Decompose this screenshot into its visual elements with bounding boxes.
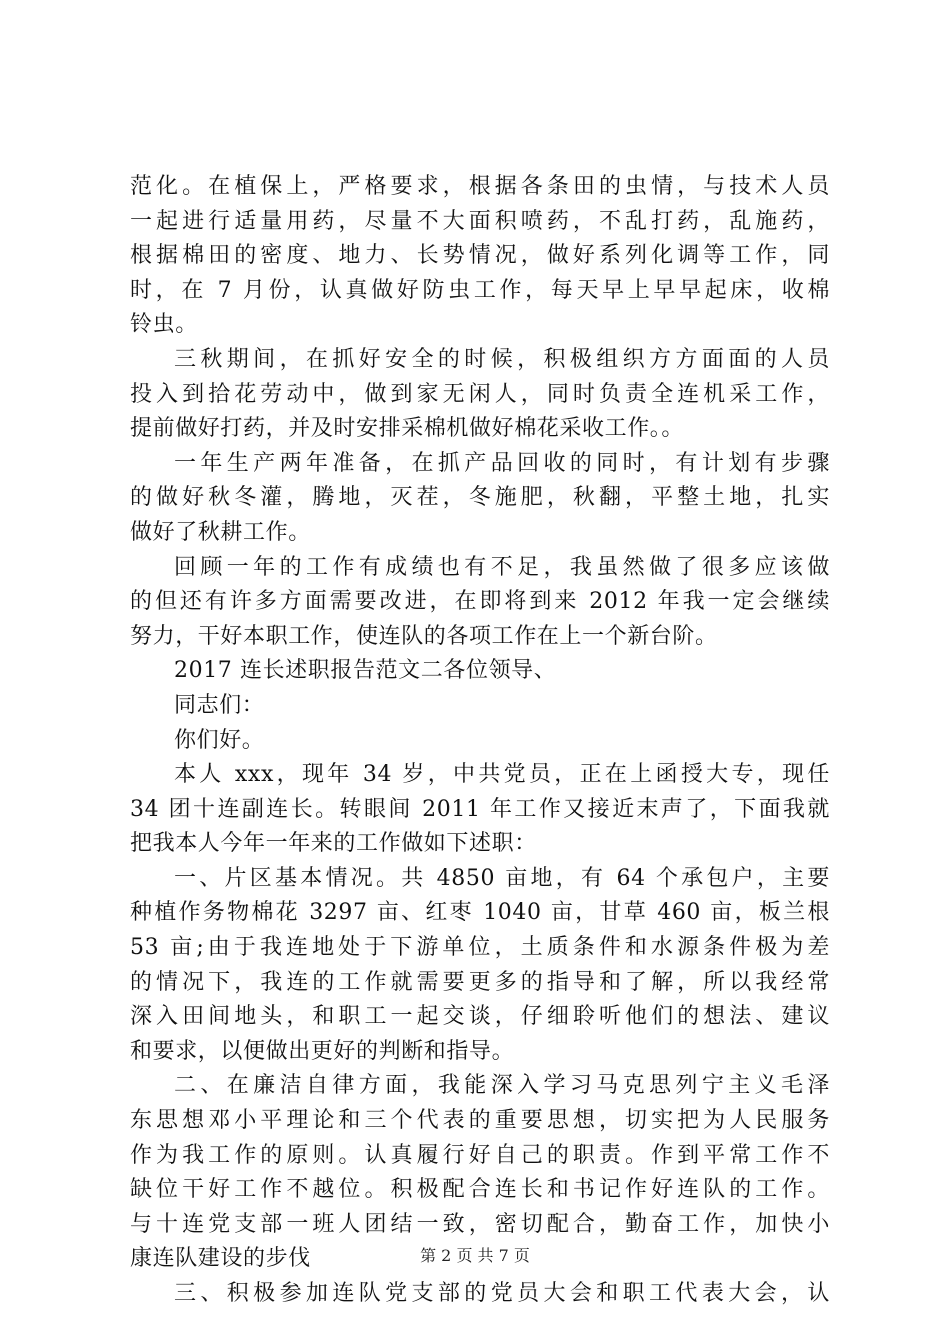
text-line: 34 团十连副连长。转眼间 2011 年工作又接近末声了，下面我就 <box>130 796 830 822</box>
text-line: 的情况下，我连的工作就需要更多的指导和了解，所以我经常 <box>130 969 830 995</box>
text-line: 时，在 7 月份，认真做好防虫工作，每天早上早早起床，收棉 <box>130 277 830 303</box>
text-line: 作为我工作的原则。认真履行好自己的职责。作到平常工作不 <box>130 1142 830 1168</box>
text-line: 铃虫。 <box>130 312 198 338</box>
text-line: 53 亩;由于我连地处于下游单位，土质条件和水源条件极为差 <box>130 935 830 961</box>
document-body <box>130 170 830 1312</box>
text-line: 康连队建设的步伐 <box>130 1246 311 1272</box>
paragraph-start-line: 本人 xxx，现年 34 岁，中共党员，正在上函授大专，现任 <box>174 762 830 788</box>
text-line: 把我本人今年一年来的工作做如下述职： <box>130 831 537 857</box>
text-line: 种植作务物棉花 3297 亩、红枣 1040 亩，甘草 460 亩，板兰根 <box>130 900 830 926</box>
text-line: 与十连党支部一班人团结一致，密切配合，勤奋工作，加快小 <box>130 1211 830 1237</box>
paragraph-start-line: 三、积极参加连队党支部的党员大会和职工代表大会，认 <box>174 1281 830 1306</box>
text-line: 提前做好打药，并及时安排采棉机做好棉花采收工作。。 <box>130 416 685 442</box>
salutation-line: 同志们： <box>174 692 265 718</box>
text-line: 做好了秋耕工作。 <box>130 519 311 545</box>
paragraph-start-line: 三秋期间，在抓好安全的时候，积极组织方方面面的人员 <box>174 346 830 372</box>
paragraph-start-line: 一年生产两年准备，在抓产品回收的同时，有计划有步骤 <box>174 450 830 476</box>
text-line: 投入到拾花劳动中，做到家无闲人，同时负责全连机采工作， <box>130 381 830 407</box>
page-number-footer: 第 2 页 共 7 页 <box>420 1246 530 1265</box>
text-line: 深入田间地头，和职工一起交谈，仔细聆听他们的想法、建议 <box>130 1004 830 1030</box>
text-line: 努力，干好本职工作，使连队的各项工作在上一个新台阶。 <box>130 623 718 649</box>
text-line: 范化。在植保上，严格要求，根据各条田的虫情，与技术人员 <box>130 174 830 199</box>
paragraph-start-line: 一、片区基本情况。共 4850 亩地，有 64 个承包户，主要 <box>174 865 830 891</box>
text-line: 一起进行适量用药，尽量不大面积喷药，不乱打药，乱施药， <box>130 208 830 234</box>
paragraph-start-line: 二、在廉洁自律方面，我能深入学习马克思列宁主义毛泽 <box>174 1073 830 1099</box>
text-line: 的做好秋冬灌，腾地，灭茬，冬施肥，秋翻，平整土地，扎实 <box>130 485 830 511</box>
text-line: 东思想邓小平理论和三个代表的重要思想，切实把为人民服务 <box>130 1108 830 1134</box>
section-heading-line: 2017 连长述职报告范文二各位领导、 <box>174 658 557 684</box>
text-line: 的但还有许多方面需要改进，在即将到来 2012 年我一定会继续 <box>130 589 830 615</box>
text-line: 和要求，以便做出更好的判断和指导。 <box>130 1038 515 1064</box>
greeting-line: 你们好。 <box>174 727 265 753</box>
text-line: 根据棉田的密度、地力、长势情况，做好系列化调等工作，同 <box>130 243 830 269</box>
text-line: 缺位干好工作不越位。积极配合连长和书记作好连队的工作。 <box>130 1177 830 1203</box>
paragraph-start-line: 回顾一年的工作有成绩也有不足，我虽然做了很多应该做 <box>174 554 830 580</box>
